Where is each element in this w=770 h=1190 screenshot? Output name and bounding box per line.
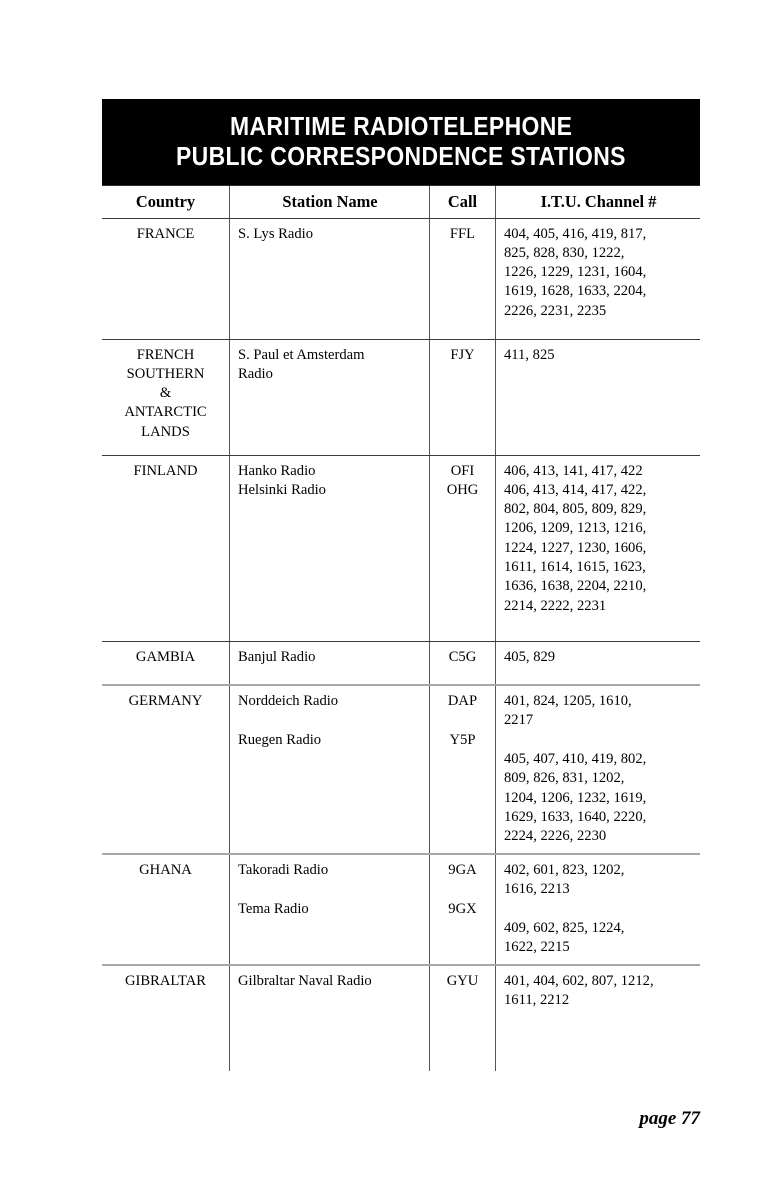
station-name-text bbox=[238, 225, 422, 244]
cell-country bbox=[102, 219, 229, 339]
channel-line: 1629, 1633, 1640, 2220, bbox=[504, 808, 647, 825]
channel-list bbox=[504, 462, 693, 481]
country-line: ANTARCTIC bbox=[124, 404, 207, 421]
station-name-line: Helsinki Radio bbox=[238, 481, 326, 498]
cell-station-name bbox=[229, 642, 429, 684]
channel-list bbox=[504, 225, 693, 321]
cell-channels bbox=[495, 686, 700, 853]
country-text bbox=[106, 346, 225, 442]
channel-list bbox=[504, 692, 693, 731]
country-line: GHANA bbox=[139, 861, 192, 878]
country-line: LANDS bbox=[141, 423, 190, 440]
channel-line: 405, 829 bbox=[504, 648, 556, 665]
channel-line: 402, 601, 823, 1202, bbox=[504, 861, 625, 878]
channel-list bbox=[504, 750, 693, 846]
call-sign: C5G bbox=[448, 648, 477, 665]
cell-station-name bbox=[229, 219, 429, 339]
table-header-row bbox=[102, 186, 700, 218]
station-name-text bbox=[238, 731, 422, 750]
cell-station-name bbox=[229, 456, 429, 641]
entry-spacer bbox=[504, 899, 693, 919]
channel-line: 401, 824, 1205, 1610, bbox=[504, 692, 632, 709]
country-text bbox=[106, 972, 225, 991]
cell-station-name bbox=[229, 855, 429, 964]
entry-spacer bbox=[433, 880, 492, 900]
channel-line: 2217 bbox=[504, 711, 534, 728]
country-line: SOUTHERN bbox=[126, 365, 205, 382]
station-name-text bbox=[238, 462, 422, 481]
station-name-line: Ruegen Radio bbox=[238, 731, 322, 748]
call-sign: OFI bbox=[450, 462, 475, 479]
cell-call bbox=[429, 686, 495, 853]
channel-line: 809, 826, 831, 1202, bbox=[504, 770, 625, 787]
channel-line: 1204, 1206, 1232, 1619, bbox=[504, 789, 647, 806]
station-name-line: Gilbraltar Naval Radio bbox=[238, 972, 372, 989]
table-row bbox=[102, 219, 700, 339]
title-line-2: PUBLIC CORRESPONDENCE STATIONS bbox=[176, 143, 626, 171]
entry-spacer bbox=[504, 730, 693, 750]
cell-channels bbox=[495, 642, 700, 684]
channel-line: 1636, 1638, 2204, 2210, bbox=[504, 578, 647, 595]
station-name-line: Banjul Radio bbox=[238, 648, 316, 665]
call-sign: OHG bbox=[446, 481, 479, 498]
country-line: FRANCE bbox=[136, 225, 195, 242]
page-number: page 77 bbox=[639, 1108, 700, 1129]
country-line: GIBRALTAR bbox=[125, 972, 206, 989]
station-name-text bbox=[238, 692, 422, 711]
cell-country bbox=[102, 642, 229, 684]
channel-list bbox=[504, 648, 693, 667]
table-row bbox=[102, 456, 700, 641]
table-row bbox=[102, 642, 700, 684]
country-line: GERMANY bbox=[128, 692, 203, 709]
cell-call bbox=[429, 642, 495, 684]
title-banner bbox=[102, 99, 700, 185]
channel-line: 1611, 2212 bbox=[504, 991, 570, 1008]
call-sign: FFL bbox=[449, 225, 476, 242]
call-sign: FJY bbox=[450, 346, 475, 363]
channel-list bbox=[504, 972, 693, 1011]
call-sign: DAP bbox=[447, 692, 478, 709]
table-body bbox=[102, 218, 700, 1071]
entry-spacer bbox=[238, 880, 422, 900]
station-name-text bbox=[238, 346, 422, 385]
cell-call bbox=[429, 456, 495, 641]
station-name-line: Norddeich Radio bbox=[238, 692, 339, 709]
table-row bbox=[102, 686, 700, 853]
channel-line: 401, 404, 602, 807, 1212, bbox=[504, 972, 654, 989]
cell-call bbox=[429, 219, 495, 339]
country-line: FINLAND bbox=[133, 462, 198, 479]
country-line: & bbox=[159, 385, 172, 402]
channel-line: 409, 602, 825, 1224, bbox=[504, 920, 625, 937]
station-name-text bbox=[238, 861, 422, 880]
cell-country bbox=[102, 966, 229, 1071]
channel-line: 802, 804, 805, 809, 829, bbox=[504, 501, 647, 518]
header-station-name: Station Name bbox=[229, 186, 429, 218]
channel-line: 406, 413, 141, 417, 422 bbox=[504, 462, 643, 479]
channel-line: 1226, 1229, 1231, 1604, bbox=[504, 264, 647, 281]
cell-channels bbox=[495, 219, 700, 339]
header-country: Country bbox=[135, 192, 196, 211]
station-name-line: S. Lys Radio bbox=[238, 225, 314, 242]
country-text bbox=[106, 861, 225, 880]
channel-line: 1619, 1628, 1633, 2204, bbox=[504, 283, 647, 300]
station-name-text bbox=[238, 972, 422, 991]
country-text bbox=[106, 648, 225, 667]
cell-station-name bbox=[229, 340, 429, 455]
cell-country bbox=[102, 855, 229, 964]
channel-list bbox=[504, 481, 693, 616]
cell-channels bbox=[495, 966, 700, 1071]
cell-channels bbox=[495, 456, 700, 641]
country-text bbox=[106, 692, 225, 711]
station-name-text bbox=[238, 900, 422, 919]
table-row bbox=[102, 340, 700, 455]
call-sign: 9GA bbox=[448, 861, 477, 878]
cell-channels bbox=[495, 855, 700, 964]
channel-line: 825, 828, 830, 1222, bbox=[504, 244, 625, 261]
channel-line: 1224, 1227, 1230, 1606, bbox=[504, 539, 647, 556]
channel-line: 411, 825 bbox=[504, 346, 555, 363]
station-name-line: Takoradi Radio bbox=[238, 861, 329, 878]
entry-spacer bbox=[238, 711, 422, 731]
cell-station-name bbox=[229, 686, 429, 853]
cell-call bbox=[429, 966, 495, 1071]
channel-line: 1206, 1209, 1213, 1216, bbox=[504, 520, 647, 537]
entry-spacer bbox=[433, 711, 492, 731]
cell-country bbox=[102, 686, 229, 853]
cell-call bbox=[429, 340, 495, 455]
cell-country bbox=[102, 340, 229, 455]
table-row bbox=[102, 855, 700, 964]
country-text bbox=[106, 462, 225, 481]
cell-channels bbox=[495, 340, 700, 455]
channel-line: 404, 405, 416, 419, 817, bbox=[504, 225, 647, 242]
cell-station-name bbox=[229, 966, 429, 1071]
channel-line: 2224, 2226, 2230 bbox=[504, 828, 607, 845]
call-sign: GYU bbox=[446, 972, 479, 989]
stations-table bbox=[102, 185, 700, 1071]
header-call: Call bbox=[429, 186, 495, 218]
channel-list bbox=[504, 861, 693, 900]
channel-line: 405, 407, 410, 419, 802, bbox=[504, 751, 647, 768]
station-name-line: Radio bbox=[238, 365, 273, 382]
channel-line: 1611, 1614, 1615, 1623, bbox=[504, 558, 646, 575]
country-line: GAMBIA bbox=[135, 648, 196, 665]
channel-line: 406, 413, 414, 417, 422, bbox=[504, 481, 647, 498]
station-name-text bbox=[238, 648, 422, 667]
country-text bbox=[106, 225, 225, 244]
station-name-line: Tema Radio bbox=[238, 900, 309, 917]
channel-line: 1622, 2215 bbox=[504, 939, 570, 956]
station-name-line: Hanko Radio bbox=[238, 462, 316, 479]
station-name-line: S. Paul et Amsterdam bbox=[238, 346, 365, 363]
cell-call bbox=[429, 855, 495, 964]
cell-country bbox=[102, 456, 229, 641]
channel-line: 2214, 2222, 2231 bbox=[504, 597, 607, 614]
channel-line: 1616, 2213 bbox=[504, 880, 570, 897]
country-line: FRENCH bbox=[136, 346, 195, 363]
station-name-text bbox=[238, 481, 422, 500]
channel-list bbox=[504, 346, 693, 365]
call-sign: 9GX bbox=[448, 900, 477, 917]
title-line-1: MARITIME RADIOTELEPHONE bbox=[229, 112, 573, 141]
channel-line: 2226, 2231, 2235 bbox=[504, 302, 607, 319]
call-sign: Y5P bbox=[449, 731, 476, 748]
header-channel: I.T.U. Channel # bbox=[495, 186, 700, 218]
table-row bbox=[102, 966, 700, 1071]
channel-list bbox=[504, 919, 693, 958]
